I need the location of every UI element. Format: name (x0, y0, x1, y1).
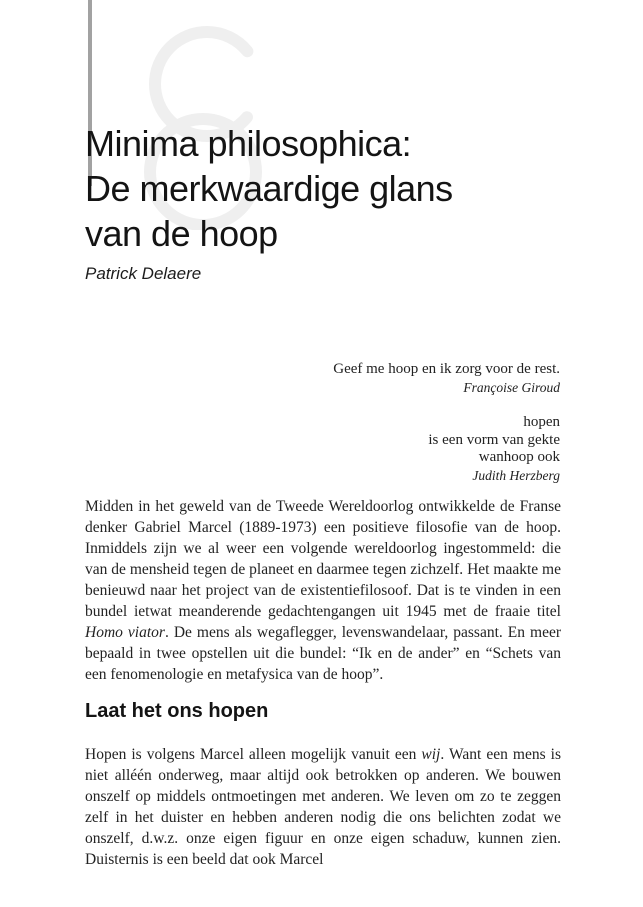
epigraph-attribution: Françoise Giroud (463, 379, 560, 395)
body-paragraph-1 (85, 496, 561, 685)
body-paragraph-2 (85, 744, 561, 870)
italic-book-title: Homo viator (85, 624, 165, 641)
title-line-3: van de hoop (85, 213, 278, 255)
title-line-2: De merkwaardige glans (85, 168, 453, 210)
paragraph-text: Midden in het geweld van de Tweede Wereldoorlog ontwikkelde de Franse denker Gabriel Marcel (1889-1973) een positieve filosofie van de hoop. Inmiddels zijn we al weer een volgende wereldoorlog ingestommeld: die van de mensheid tegen de planeet en daarmee tegen zichzelf. Het maakte me benieuwd naar het project van de existentiefilosoof. Dat is te vinden in een bundel ietwat meanderende gedachtengangen uit 1945 met de fraaie titel (85, 498, 561, 620)
epigraph-text-line: is een vorm van gekte (428, 431, 560, 448)
epigraph-herzberg (428, 414, 560, 484)
author-name: Patrick Delaere (85, 264, 202, 283)
italic-term: wij (421, 746, 441, 763)
paragraph-text: . Want een mens is niet alléén onderweg, maar altijd ook betrokken op anderen. We bouwen onszelf op middels ontmoetingen met anderen. We leven om zo te zeggen zelf in het duister en hebben anderen nodig die ons belichten zodat we onszelf, d.w.z. onze eigen figuur en onze eigen schaduw, kunnen zien. Duisternis is een beeld dat ook Marcel (85, 746, 561, 868)
epigraph-text-line: wanhoop ook (478, 449, 560, 465)
epigraph-text-line: hopen (523, 414, 560, 430)
epigraph-giroud (333, 361, 560, 396)
section-heading: Laat het ons hopen (85, 700, 269, 722)
article-title (85, 121, 605, 256)
title-line-1: Minima philosophica: (85, 123, 412, 165)
epigraph-text: Geef me hoop en ik zorg voor de rest. (333, 361, 560, 377)
epigraph-attribution: Judith Herzberg (472, 467, 560, 483)
paragraph-text: Hopen is volgens Marcel alleen mogelijk vanuit een (85, 746, 422, 763)
paragraph-text: . De mens als wegaflegger, levenswandelaar, passant. En meer bepaald in twee opstellen uit die bundel: “Ik en de ander” en “Schets van een fenomenologie en metafysica van de hoop”. (85, 624, 561, 683)
